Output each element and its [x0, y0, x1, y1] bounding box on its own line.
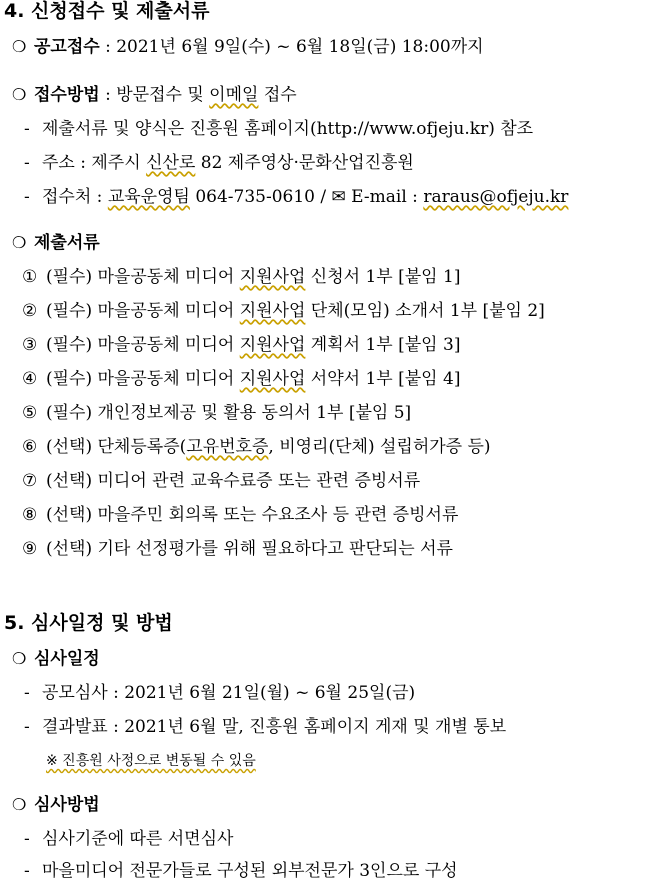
- address-row: [24, 152, 414, 174]
- docs-item: [22, 300, 545, 322]
- item-number: ⑥: [22, 437, 38, 457]
- item-text-end: 신청서 1부 [붙임 1]: [305, 267, 461, 287]
- item-number: ③: [22, 335, 38, 355]
- docs-item: [22, 368, 460, 390]
- item-text: (필수) 마을공동체 미디어: [46, 335, 240, 355]
- docs-title-row: [12, 232, 100, 254]
- docs-item: [22, 266, 460, 288]
- address-street: 신산로: [146, 153, 196, 173]
- period-row: [12, 36, 484, 58]
- item-text: (선택) 기타 선정평가를 위해 필요하다고 판단되는 서류: [46, 539, 453, 559]
- docs-item: [22, 334, 460, 356]
- schedule-note-text: ※ 진흥원 사정으로 변동될 수 있음: [46, 753, 256, 769]
- method-item: [24, 860, 458, 882]
- item-text: (필수) 마을공동체 미디어: [46, 369, 240, 389]
- docs-item: [22, 402, 411, 424]
- method-title: 심사방법: [34, 795, 100, 815]
- item-text-end: 단체(모임) 소개서 1부 [붙임 2]: [305, 301, 545, 321]
- item-text-end: 계획서 1부 [붙임 3]: [305, 335, 461, 355]
- dash-marker: -: [24, 187, 30, 207]
- dash-marker: -: [24, 829, 30, 849]
- item-number: ②: [22, 301, 38, 321]
- item-text: (필수) 마을공동체 미디어: [46, 301, 240, 321]
- item-number: ⑦: [22, 471, 38, 491]
- docs-item: [22, 504, 458, 526]
- item-text-end: 서약서 1부 [붙임 4]: [305, 369, 461, 389]
- item-text: (필수) 개인정보제공 및 활용 동의서 1부 [붙임 5]: [46, 403, 412, 423]
- address-suffix: 82 제주영상·문화산업진흥원: [195, 153, 414, 173]
- item-number: ⑧: [22, 505, 38, 525]
- bullet-circle-icon: ❍: [12, 37, 27, 56]
- dash-marker: -: [24, 683, 30, 703]
- schedule-text: 결과발표 : 2021년 6월 말, 진흥원 홈페이지 게재 및 개별 통보: [42, 717, 507, 737]
- address-prefix: 주소 : 제주시: [42, 153, 147, 173]
- dash-marker: -: [24, 717, 30, 737]
- contact-mid: 064-735-0610 / ✉ E-mail :: [189, 187, 424, 207]
- item-number: ④: [22, 369, 38, 389]
- section-4-heading: 4. 신청접수 및 제출서류: [4, 0, 210, 22]
- item-text: (필수) 마을공동체 미디어: [46, 267, 240, 287]
- contact-team: 교육운영팀: [107, 187, 190, 207]
- contact-email-link[interactable]: raraus@ofjeju.kr: [423, 187, 569, 207]
- item-underlined: 고유번호증: [186, 437, 269, 457]
- method-text-suffix: 접수: [258, 85, 297, 105]
- method-text: 심사기준에 따른 서면심사: [42, 829, 234, 849]
- bullet-circle-icon: ❍: [12, 233, 27, 252]
- schedule-title: 심사일정: [34, 649, 100, 669]
- docs-info-row: [24, 118, 533, 140]
- dash-marker: -: [24, 861, 30, 881]
- method-text-prefix: : 방문접수 및: [99, 85, 210, 105]
- docs-title: 제출서류: [34, 233, 100, 253]
- item-text: (선택) 미디어 관련 교육수료증 또는 관련 증빙서류: [46, 471, 421, 491]
- period-text: : 2021년 6월 9일(수) ~ 6월 18일(금) 18:00까지: [99, 37, 484, 57]
- schedule-text: 공모심사 : 2021년 6월 21일(월) ~ 6월 25일(금): [42, 683, 416, 703]
- dash-marker: -: [24, 119, 30, 139]
- item-underlined: 지원사업: [239, 335, 306, 355]
- item-text-end: , 비영리(단체) 설립허가증 등): [268, 437, 491, 457]
- item-underlined: 지원사업: [239, 267, 306, 287]
- method-text-email: 이메일: [209, 85, 259, 105]
- section-5-heading: 5. 심사일정 및 방법: [4, 612, 173, 634]
- dash-marker: -: [24, 153, 30, 173]
- item-number: ⑨: [22, 539, 38, 559]
- bullet-circle-icon: ❍: [12, 795, 27, 814]
- contact-prefix: 접수처 :: [42, 187, 108, 207]
- contact-row: [24, 186, 568, 208]
- schedule-title-row: [12, 648, 100, 670]
- item-underlined: 지원사업: [239, 369, 306, 389]
- schedule-note: [46, 750, 256, 772]
- method-label: 접수방법: [34, 85, 100, 105]
- method-row: [12, 84, 297, 106]
- bullet-circle-icon: ❍: [12, 85, 27, 104]
- method-title-row: [12, 794, 100, 816]
- item-text: (선택) 단체등록증(: [46, 437, 187, 457]
- method-item: [24, 828, 233, 850]
- docs-item: [22, 436, 491, 458]
- item-number: ⑤: [22, 403, 38, 423]
- schedule-item: [24, 716, 506, 738]
- docs-item: [22, 470, 420, 492]
- docs-info-text: 제출서류 및 양식은 진흥원 홈페이지(http://www.ofjeju.kr) 참조: [42, 119, 534, 139]
- bullet-circle-icon: ❍: [12, 649, 27, 668]
- method-text: 마을미디어 전문가들로 구성된 외부전문가 3인으로 구성: [42, 861, 458, 881]
- item-number: ①: [22, 267, 38, 287]
- schedule-item: [24, 682, 415, 704]
- item-text: (선택) 마을주민 회의록 또는 수요조사 등 관련 증빙서류: [46, 505, 459, 525]
- period-label: 공고접수: [34, 37, 100, 57]
- item-underlined: 지원사업: [239, 301, 306, 321]
- docs-item: [22, 538, 453, 560]
